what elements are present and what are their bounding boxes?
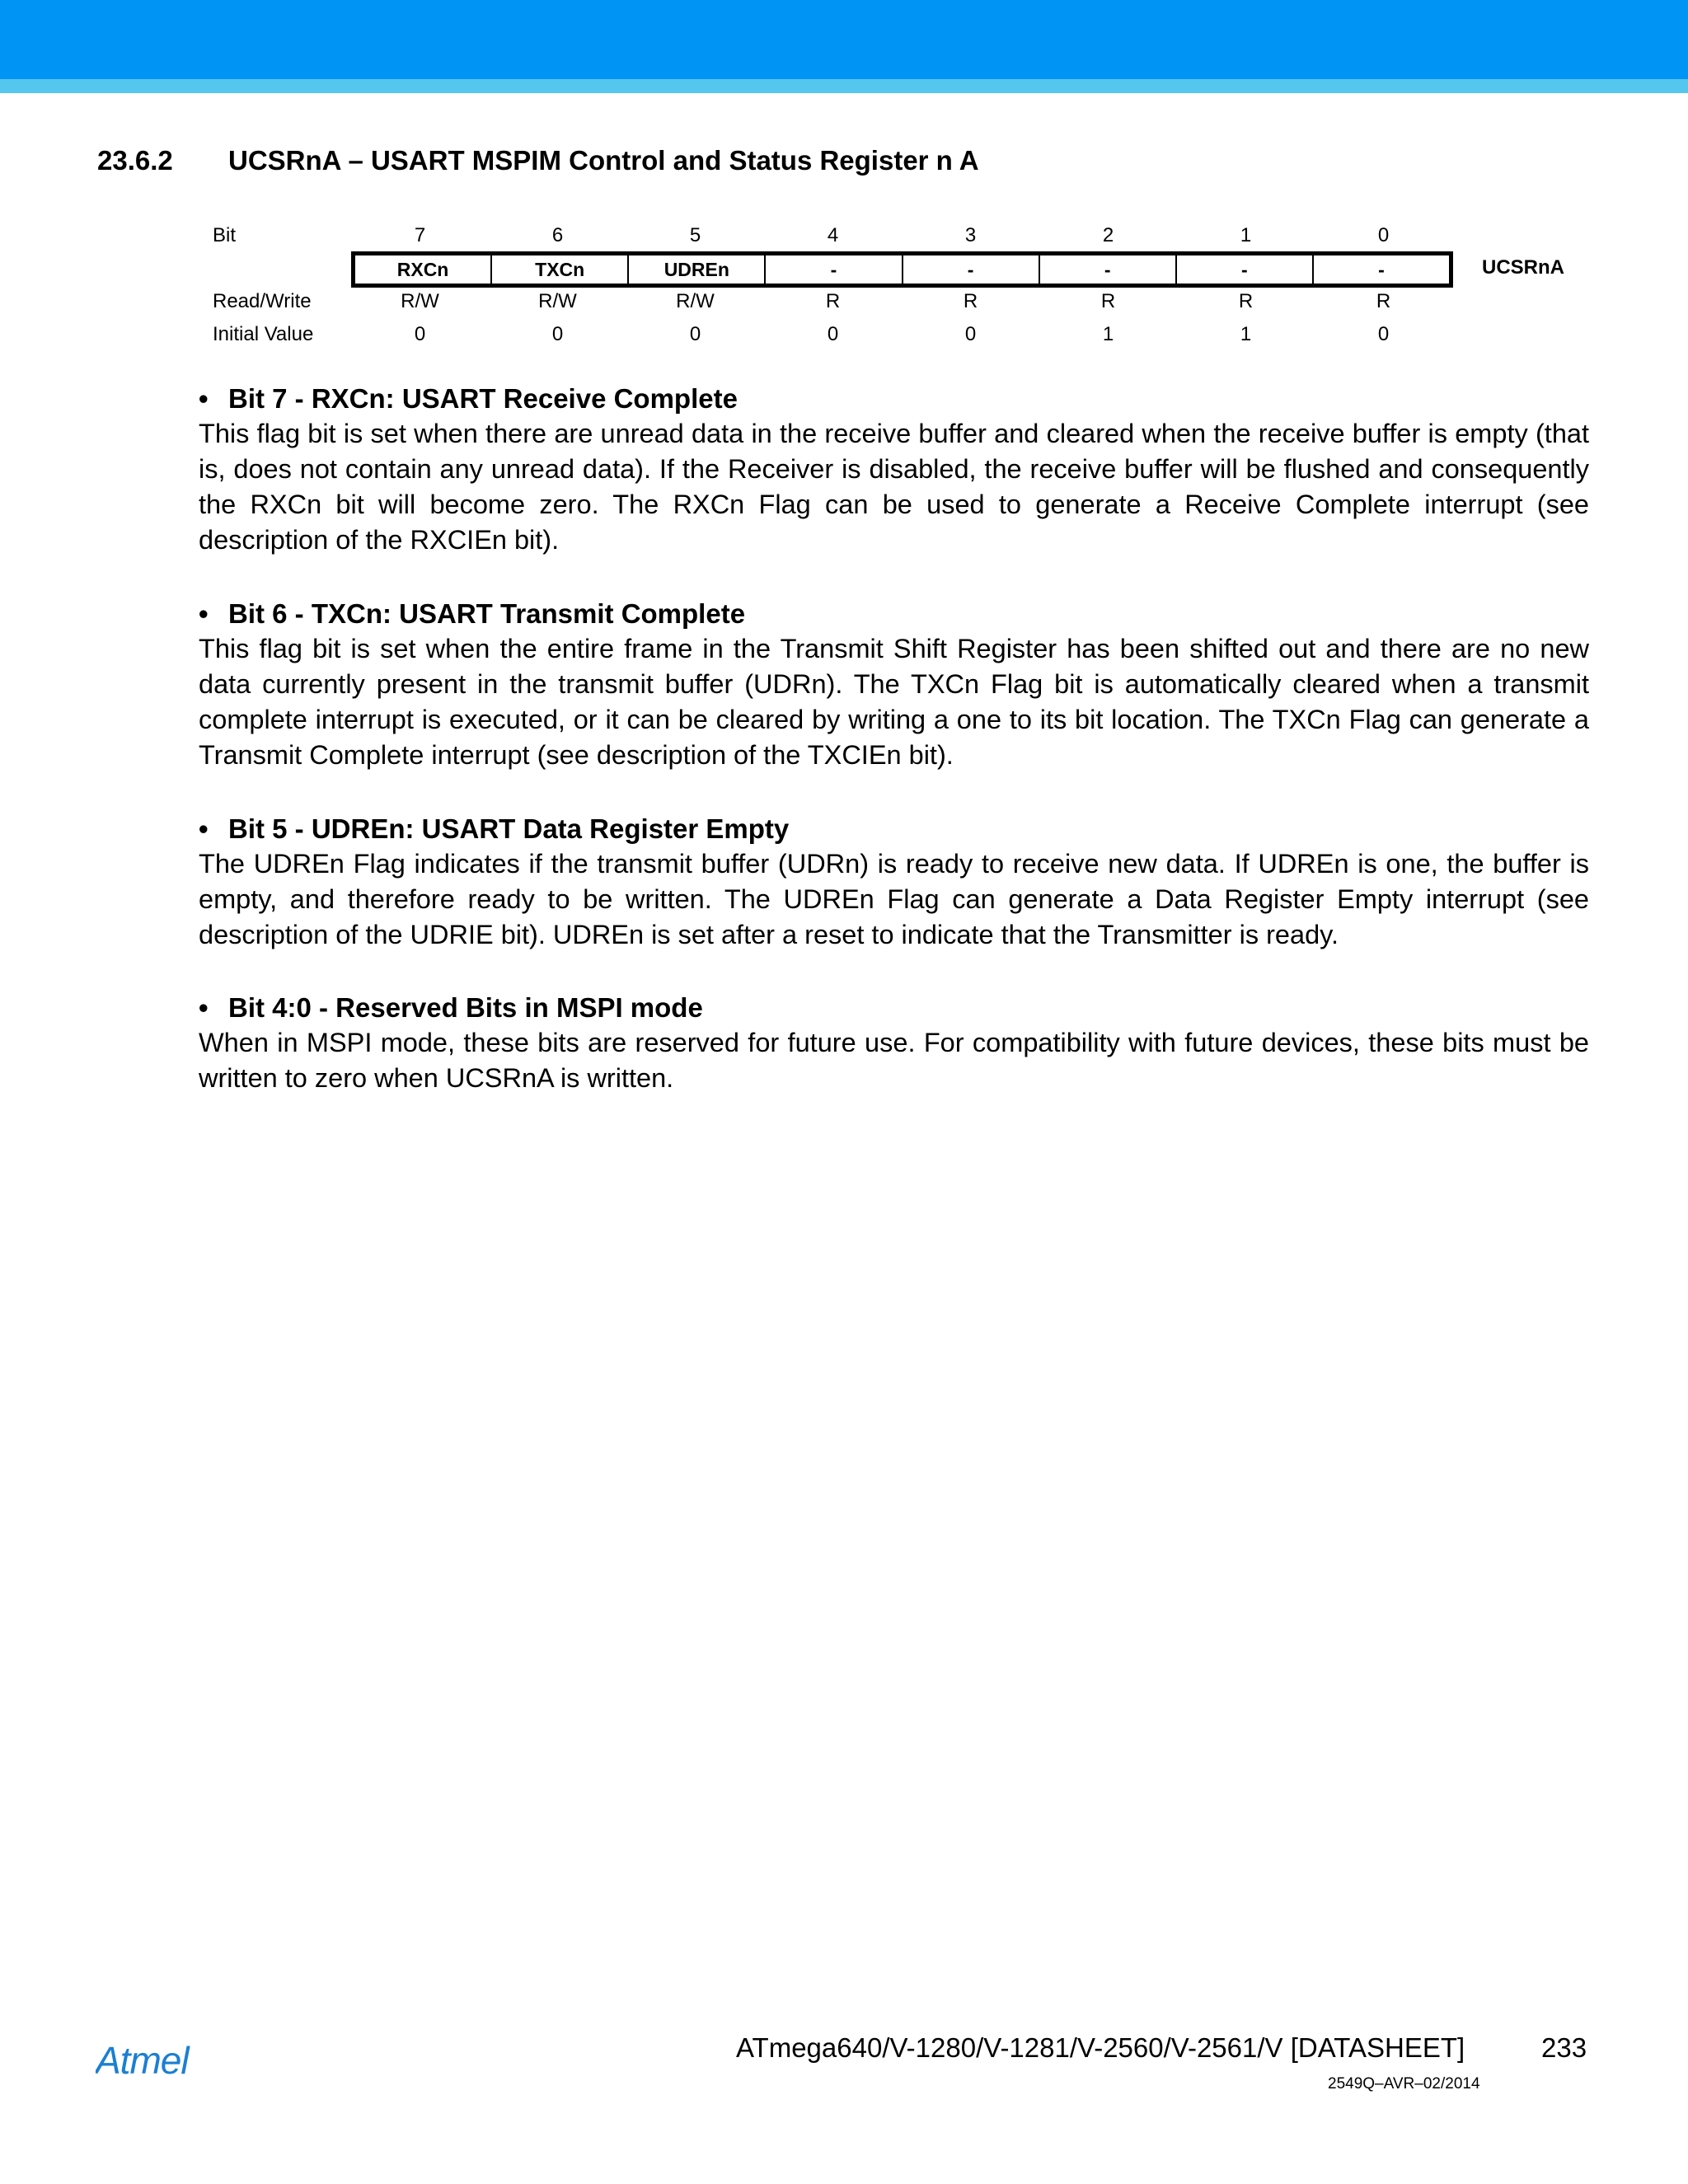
svg-text:Atmel: Atmel — [96, 2041, 189, 2082]
read-write-cell: R — [825, 290, 841, 312]
bit6-description — [199, 596, 1589, 773]
initial-value-cell: 0 — [827, 323, 839, 345]
bit-row-label: Bit — [213, 224, 237, 246]
bit-number: 1 — [1240, 224, 1252, 246]
bit-number: 6 — [551, 224, 564, 246]
register-name: UCSRnA — [1482, 256, 1564, 279]
atmel-logo — [96, 2041, 244, 2086]
footer-doc-code: 2549Q–AVR–02/2014 — [1328, 2075, 1480, 2093]
header-stripe — [0, 79, 1688, 93]
initial-value-cell: 1 — [1102, 323, 1114, 345]
bit6-text: This flag bit is set when the entire frame in the Transmit Shift Register has been shifted out and there are no new data currently present in the transmit buffer (UDRn). The TXCn Flag bit is automatically cleared when a transmit complete interrupt is executed, or it can be cleared by writing a one to its bit location. The TXCn Flag can generate a Transmit Complete interrupt (see description of the TXCIEn bit). — [199, 634, 1589, 770]
read-write-row-label: Read/Write — [213, 290, 312, 312]
read-write-cell: R/W — [401, 290, 439, 312]
read-write-cell: R/W — [538, 290, 577, 312]
page-number: 233 — [1541, 2032, 1587, 2063]
initial-value-cell: 0 — [964, 323, 977, 345]
read-write-cell: R — [1376, 290, 1391, 312]
bit6-heading: • Bit 6 - TXCn: USART Transmit Complete — [199, 598, 746, 629]
bit-number: 0 — [1377, 224, 1390, 246]
section-heading — [97, 145, 979, 176]
initial-value-cell: 0 — [414, 323, 426, 345]
footer-doc-title: ATmega640/V-1280/V-1281/V-2560/V-2561/V [DATASHEET] — [736, 2032, 1465, 2063]
bit-number: 5 — [689, 224, 701, 246]
register-bit-box — [351, 251, 1453, 288]
bit-name-cell: RXCn — [355, 255, 492, 284]
initial-value-cell: 1 — [1240, 323, 1252, 345]
bit-number: 2 — [1102, 224, 1114, 246]
bit7-description — [199, 381, 1589, 558]
section-number: 23.6.2 — [97, 145, 173, 176]
bit-name-cell: TXCn — [492, 255, 629, 284]
initial-value-cell: 0 — [551, 323, 564, 345]
bit-name-cell: - — [1177, 255, 1314, 284]
read-write-cell: R — [963, 290, 978, 312]
bit5-text: The UDREn Flag indicates if the transmit buffer (UDRn) is ready to receive new data. If UDREn is one, the buffer is empty, and therefore ready to be written. The UDREn Flag can generate a Data Register Empty interrupt (see description of the UDRIE bit). UDREn is set after a reset to indicate that the Transmitter is ready. — [199, 849, 1589, 949]
bit7-text: This flag bit is set when there are unread data in the receive buffer and cleared when the receive buffer is empty (that is, does not contain any unread data). If the Receiver is disabled, the receive buffer will be flushed and consequently the RXCn bit will become zero. The RXCn Flag can be used to generate a Receive Complete interrupt (see description of the RXCIEn bit). — [199, 419, 1589, 555]
bit5-description — [199, 811, 1589, 953]
section-title: UCSRnA – USART MSPIM Control and Status Register n A — [228, 145, 979, 176]
read-write-cell: R — [1238, 290, 1254, 312]
bit5-heading: • Bit 5 - UDREn: USART Data Register Empty — [199, 813, 790, 844]
bit-name-cell: - — [1378, 258, 1385, 280]
initial-value-cell: 0 — [689, 323, 701, 345]
bit-number: 3 — [964, 224, 977, 246]
bit4-0-heading: • Bit 4:0 - Reserved Bits in MSPI mode — [199, 992, 703, 1023]
read-write-cell: R — [1100, 290, 1116, 312]
bit-name-cell: - — [1040, 255, 1177, 284]
bit-name-cell: UDREn — [629, 255, 766, 284]
bit-name-cell: - — [766, 255, 903, 284]
bit-number: 4 — [827, 224, 839, 246]
bit-number: 7 — [414, 224, 426, 246]
bit4-0-text: When in MSPI mode, these bits are reserved for future use. For compatibility with future devices, these bits must be written to zero when UCSRnA is written. — [199, 1028, 1589, 1093]
read-write-cell: R/W — [676, 290, 715, 312]
bit4-0-description — [199, 990, 1589, 1096]
bit7-heading: • Bit 7 - RXCn: USART Receive Complete — [199, 383, 738, 414]
bit-name-cell: - — [903, 255, 1040, 284]
initial-value-cell: 0 — [1377, 323, 1390, 345]
header-bar — [0, 0, 1688, 79]
initial-value-row-label: Initial Value — [213, 323, 314, 345]
